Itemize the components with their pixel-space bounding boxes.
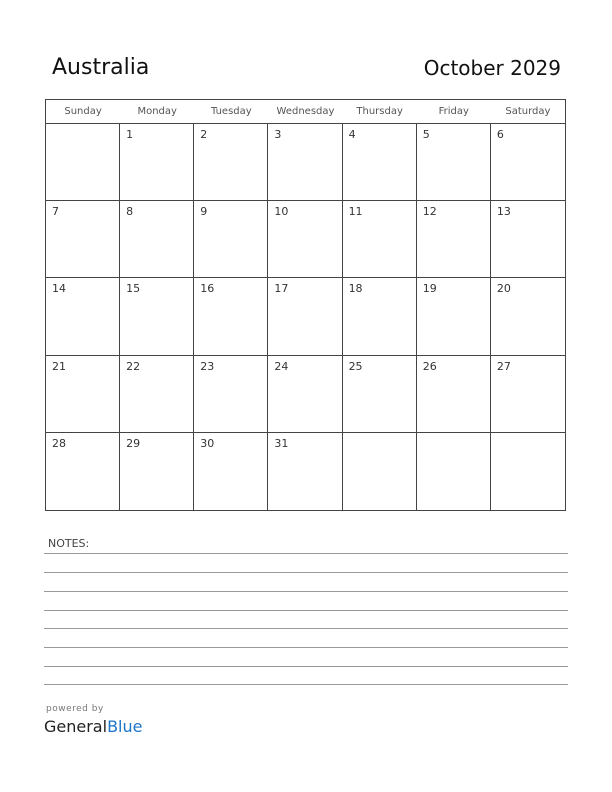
day-cell <box>194 201 268 278</box>
day-number: 7 <box>52 205 59 219</box>
day-number: 30 <box>200 436 215 450</box>
day-cell <box>268 124 342 201</box>
day-cell <box>120 278 194 355</box>
day-cell <box>120 356 194 433</box>
note-line <box>44 684 568 685</box>
day-number: 13 <box>496 205 511 219</box>
note-line <box>44 628 568 629</box>
day-number: 20 <box>496 282 511 296</box>
day-cell <box>46 356 120 433</box>
day-number: 27 <box>496 359 511 373</box>
weekday-sunday: Sunday <box>64 106 102 117</box>
day-cell <box>343 201 417 278</box>
day-cell <box>46 433 120 510</box>
note-line <box>44 610 568 611</box>
day-cell <box>491 433 565 510</box>
day-cell <box>46 201 120 278</box>
powered-by-text: powered by <box>46 704 104 714</box>
day-number: 29 <box>126 436 141 450</box>
day-grid <box>46 124 565 510</box>
day-cell <box>268 201 342 278</box>
day-cell <box>491 124 565 201</box>
day-cell <box>491 356 565 433</box>
day-number: 1 <box>126 128 134 141</box>
day-cell <box>268 278 342 355</box>
note-line <box>44 666 568 667</box>
day-cell <box>491 278 565 355</box>
day-cell <box>120 433 194 510</box>
day-number: 2 <box>200 128 208 141</box>
day-number: 15 <box>126 282 141 296</box>
day-number: 23 <box>200 359 215 373</box>
day-number: 17 <box>274 282 289 296</box>
day-cell <box>491 201 565 278</box>
day-cell <box>194 433 268 510</box>
weekday-saturday: Saturday <box>505 106 551 117</box>
weekday-wednesday: Wednesday <box>276 106 335 117</box>
day-cell <box>343 433 417 510</box>
day-number: 19 <box>422 282 437 296</box>
day-number: 21 <box>52 359 66 373</box>
month-year-title: October 2029 <box>423 56 561 80</box>
day-cell <box>417 356 491 433</box>
day-number: 12 <box>422 205 437 219</box>
weekday-header-row <box>46 100 565 124</box>
note-line <box>44 591 568 592</box>
day-cell <box>120 124 194 201</box>
day-number: 4 <box>348 128 356 141</box>
day-number: 9 <box>200 205 208 219</box>
day-number: 11 <box>348 205 363 219</box>
day-number: 31 <box>274 436 289 450</box>
note-line <box>44 647 568 648</box>
brand-part-blue: Blue <box>107 717 143 736</box>
weekday-thursday: Thursday <box>356 106 403 117</box>
brand-part-general: General <box>44 717 108 736</box>
day-cell <box>417 433 491 510</box>
day-cell <box>268 356 342 433</box>
day-number: 18 <box>348 282 363 296</box>
notes-label: NOTES: <box>48 537 90 550</box>
day-number: 28 <box>52 436 66 450</box>
day-number: 26 <box>422 359 437 373</box>
day-number: 25 <box>348 359 363 373</box>
calendar-grid <box>45 99 566 511</box>
day-number: 8 <box>126 205 134 219</box>
day-number: 14 <box>52 282 66 296</box>
day-cell <box>417 201 491 278</box>
weekday-friday: Friday <box>438 106 469 117</box>
day-number: 24 <box>274 359 289 373</box>
day-number: 22 <box>126 359 141 373</box>
day-cell <box>343 124 417 201</box>
country-title: Australia <box>52 55 150 80</box>
day-cell <box>120 201 194 278</box>
day-cell <box>194 356 268 433</box>
day-cell <box>343 356 417 433</box>
day-cell <box>343 278 417 355</box>
note-line <box>44 572 568 573</box>
note-line <box>44 553 568 554</box>
day-number: 3 <box>274 128 282 141</box>
day-cell <box>417 278 491 355</box>
weekday-monday: Monday <box>137 106 177 117</box>
day-cell <box>268 433 342 510</box>
day-cell <box>194 278 268 355</box>
day-number: 5 <box>422 128 430 141</box>
day-cell <box>46 124 120 201</box>
day-number: 6 <box>496 128 504 141</box>
day-number: 16 <box>200 282 215 296</box>
weekday-tuesday: Tuesday <box>211 106 252 117</box>
day-cell <box>417 124 491 201</box>
day-cell <box>46 278 120 355</box>
generalblue-logo[interactable] <box>44 717 142 736</box>
day-cell <box>194 124 268 201</box>
day-number: 10 <box>274 205 289 219</box>
